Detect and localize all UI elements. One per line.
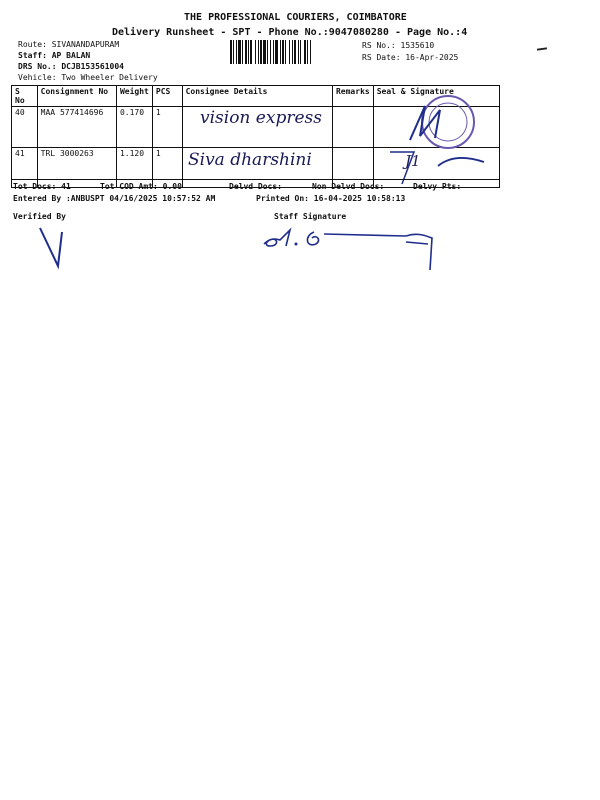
cell-pcs: 1 [152, 148, 182, 188]
cell-pcs: 1 [152, 107, 182, 148]
verified-signature [36, 222, 76, 272]
delivered-docs: Delvd Docs: [229, 182, 282, 191]
header-remarks: Remarks [332, 86, 373, 107]
company-title: THE PROFESSIONAL COURIERS, COIMBATORE [184, 12, 407, 23]
rs-date: RS Date: 16-Apr-2025 [362, 53, 459, 62]
header-sno: S No [12, 86, 38, 107]
total-docs: Tot Docs: 41 [13, 182, 71, 191]
header-seal: Seal & Signature [373, 86, 499, 107]
cell-sno: 40 [12, 107, 38, 148]
cell-weight: 1.120 [116, 148, 152, 188]
rs-number: RS No.: 1535610 [362, 41, 435, 50]
drs-number: DRS No.: DCJB153561004 [18, 62, 124, 71]
header-consignee: Consignee Details [182, 86, 332, 107]
handwritten-consignee-2: Siva dharshini [188, 150, 312, 170]
barcode-image [230, 40, 358, 64]
margin-mark [537, 47, 547, 50]
cell-weight: 0.170 [116, 107, 152, 148]
entered-by: Entered By :ANBUSPT 04/16/2025 10:57:52 AM [13, 194, 216, 203]
staff-signature-label: Staff Signature [274, 212, 347, 221]
handwritten-seal-2: J1 [405, 152, 421, 170]
staff-label: Staff: AP BALAN [18, 51, 91, 60]
cell-consignment: MAA 577414696 [37, 107, 116, 148]
staff-signature [256, 222, 456, 277]
header-weight: Weight [116, 86, 152, 107]
cell-remarks [332, 107, 373, 148]
runsheet-subtitle: Delivery Runsheet - SPT - Phone No.:9047080280 - Page No.:4 [112, 27, 468, 38]
header-consignment: Consignment No [37, 86, 116, 107]
header-pcs: PCS [152, 86, 182, 107]
totals-divider [11, 179, 500, 180]
cell-sno: 41 [12, 148, 38, 188]
total-cod: Tot COD Amt: 0.00 [100, 182, 182, 191]
cell-consignment: TRL 3000263 [37, 148, 116, 188]
verified-by-label: Verified By [13, 212, 66, 221]
route-label: Route: SIVANANDAPURAM [18, 40, 120, 49]
seal-stamp [380, 88, 490, 188]
non-delivered-docs: Non Delvd Docs: [312, 182, 385, 191]
handwritten-consignee-1: vision express [200, 108, 322, 128]
vehicle-label: Vehicle: Two Wheeler Delivery [18, 73, 158, 82]
delivery-points: Delvy Pts: [413, 182, 462, 191]
printed-on: Printed On: 16-04-2025 10:58:13 [256, 194, 406, 203]
